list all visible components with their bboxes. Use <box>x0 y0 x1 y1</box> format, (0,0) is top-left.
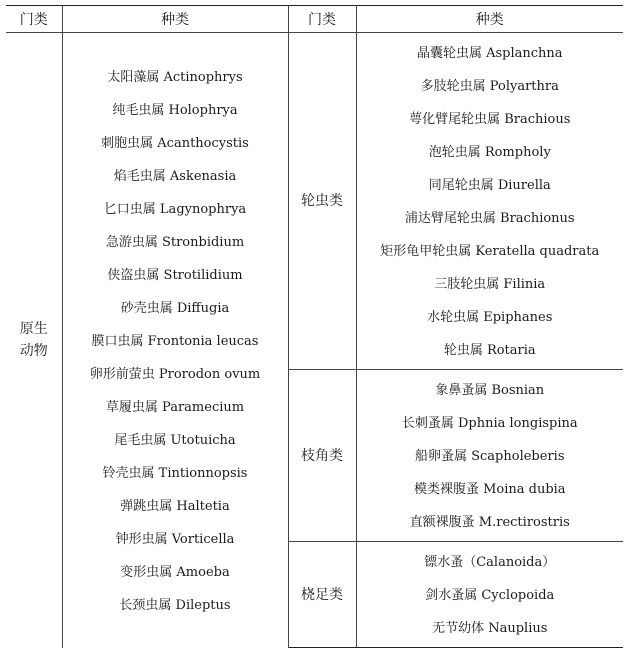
copepoda-species-list <box>357 542 624 647</box>
protozoa-species-list <box>63 57 288 624</box>
species-item: 同尾轮虫属 Diurella <box>428 178 551 193</box>
rotifera-species-list <box>357 33 624 369</box>
group-protozoa <box>6 33 62 648</box>
species-item: 象鼻蚤属 Bosnian <box>435 383 545 398</box>
species-item: 弹跳虫属 Haltetia <box>120 498 230 514</box>
species-item: 铃壳虫属 Tintionnopsis <box>102 465 248 481</box>
group-label: 轮虫类 <box>301 193 343 209</box>
species-item: 无节幼体 Nauplius <box>432 621 548 636</box>
species-item: 长刺蚤属 Dphnia longispina <box>401 416 578 431</box>
cladocera-species-cell <box>356 370 623 542</box>
species-item: 模类裸腹蚤 Moina dubia <box>413 482 566 497</box>
species-item: 侠盗虫属 Strotilidium <box>107 267 243 283</box>
species-item: 草履虫属 Paramecium <box>105 399 245 415</box>
species-item: 矩形龟甲轮虫属 Keratella quadrata <box>380 244 600 259</box>
header-species-left: 种类 <box>62 6 288 33</box>
copepoda-species-cell <box>356 542 623 648</box>
header-species-right: 种类 <box>356 6 623 33</box>
species-item: 长颈虫属 Dileptus <box>119 597 231 613</box>
species-item: 轮虫属 Rotaria <box>443 343 536 358</box>
species-item: 砂壳虫属 Diffugia <box>120 300 230 316</box>
species-item: 急游虫属 Stronbidium <box>105 234 245 250</box>
group-rotifera <box>288 33 356 370</box>
rotifera-species-cell <box>356 33 623 370</box>
group-label: 桡足类 <box>301 586 343 603</box>
species-item: 太阳藻属 Actinophrys <box>107 69 243 85</box>
species-item: 膜口虫属 Frontonia leucas <box>91 333 259 349</box>
protozoa-species-cell <box>62 33 288 648</box>
species-item: 变形虫属 Amoeba <box>120 564 230 580</box>
species-item: 钟形虫属 Vorticella <box>115 531 235 547</box>
cladocera-species-list <box>357 370 624 541</box>
species-item: 晶囊轮虫属 Asplanchna <box>416 46 563 61</box>
species-item: 刺胞虫属 Acanthocystis <box>101 135 249 151</box>
species-item: 匕口虫属 Lagynophrya <box>103 201 247 217</box>
table-row <box>6 33 623 370</box>
species-item: 三肢轮虫属 Filinia <box>434 277 546 292</box>
species-item: 直额裸腹蚤 M.rectirostris <box>409 515 570 530</box>
group-label: 原生 动物 <box>19 321 48 360</box>
species-item: 船卵蚤属 Scapholeberis <box>414 449 565 464</box>
group-label: 枝角类 <box>301 447 343 464</box>
species-table <box>6 5 623 648</box>
species-item: 卵形前萤虫 Prorodon ovum <box>89 366 261 382</box>
header-phylum-left: 门类 <box>6 6 62 33</box>
species-item: 浦达臂尾轮虫属 Brachionus <box>404 211 575 226</box>
species-item: 镖水蚤（Calanoida） <box>424 555 556 570</box>
species-item: 剑水蚤属 Cyclopoida <box>425 588 555 603</box>
group-cladocera <box>288 370 356 542</box>
species-item: 泡轮虫属 Rompholy <box>428 145 551 160</box>
species-item: 焰毛虫属 Askenasia <box>113 168 237 184</box>
species-item: 水轮虫属 Epiphanes <box>427 310 553 325</box>
species-item: 纯毛虫属 Holophrya <box>112 102 238 118</box>
species-item: 尾毛虫属 Utotuicha <box>114 432 236 448</box>
species-item: 萼化臂尾轮虫属 Brachious <box>409 112 571 127</box>
header-phylum-right: 门类 <box>288 6 356 33</box>
header-row <box>6 6 623 33</box>
species-item: 多肢轮虫属 Polyarthra <box>420 79 559 94</box>
group-copepoda <box>288 542 356 648</box>
